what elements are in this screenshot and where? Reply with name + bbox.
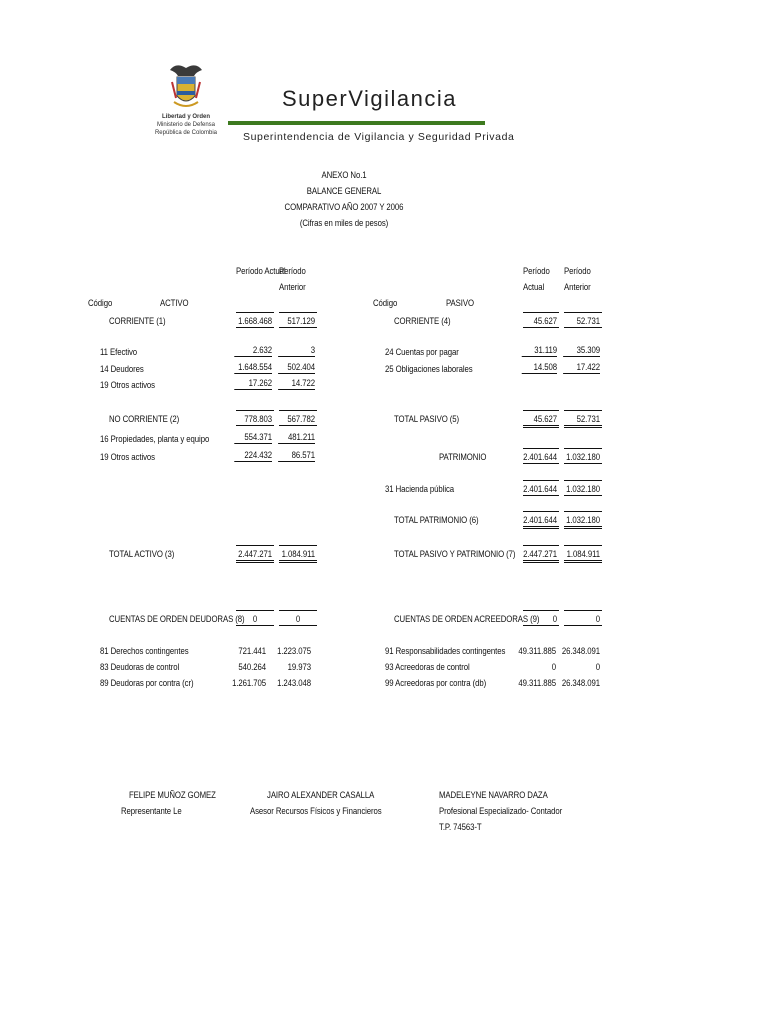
labor-obligations-actual: 14.508 <box>522 362 557 374</box>
asset-current-label: CORRIENTE (1) <box>109 316 166 327</box>
equity-previous: 1.032.180 <box>566 452 600 463</box>
credit-memo-previous: 0 <box>595 614 600 625</box>
equity-label: PATRIMONIO <box>439 452 487 463</box>
contingent-rights-actual: 721.441 <box>238 646 266 657</box>
debit-memo-accounts-label: CUENTAS DE ORDEN DEUDORAS (8) <box>109 614 245 625</box>
seal-motto: Libertad y Orden <box>161 114 210 120</box>
contingent-liab-previous: 26.348.091 <box>561 646 600 657</box>
total-equity-previous: 1.032.180 <box>566 515 600 526</box>
asset-other2-previous: 86.571 <box>278 450 315 462</box>
control-debtors-previous: 19.973 <box>287 662 311 673</box>
public-treasury-label: 31 Hacienda pública <box>385 484 455 495</box>
signer-3-role: Profesional Especializado- Contador <box>439 806 563 817</box>
asset-other-actual: 17.262 <box>234 378 272 390</box>
assets-header: ACTIVO <box>160 298 189 309</box>
col-header-previous-2: Anterior <box>279 282 306 293</box>
asset-other2-label: 19 Otros activos <box>100 452 155 463</box>
total-liabilities-actual: 45.627 <box>533 414 557 425</box>
report-title: BALANCE GENERAL <box>306 186 382 197</box>
credit-memo-actual: 0 <box>552 614 557 625</box>
asset-debtors-actual: 1.648.554 <box>234 362 272 374</box>
contingent-rights-label: 81 Derechos contingentes <box>100 646 189 657</box>
signer-3-name: MADELEYNE NAVARRO DAZA <box>439 790 548 801</box>
total-liabilities-label: TOTAL PASIVO (5) <box>394 414 460 425</box>
col-header-current: Período Actual <box>236 266 286 277</box>
col-header-right-previous-2: Anterior <box>564 282 591 293</box>
control-debtors-label: 83 Deudoras de control <box>100 662 180 673</box>
liabilities-header: PASIVO <box>446 298 474 309</box>
asset-other2-actual: 224.432 <box>234 450 272 462</box>
contra-debtors-actual: 1.261.705 <box>232 678 266 689</box>
asset-noncurrent-label: NO CORRIENTE (2) <box>109 414 180 425</box>
control-creditors-actual: 0 <box>551 662 556 673</box>
total-assets-actual: 2.447.271 <box>238 549 272 560</box>
control-creditors-previous: 0 <box>595 662 600 673</box>
asset-cash-previous: 3 <box>278 345 315 357</box>
debit-memo-previous: 0 <box>295 614 301 625</box>
code-header-left: Código <box>88 298 113 309</box>
accounts-payable-previous: 35.309 <box>563 345 600 357</box>
col-header-right-previous: Período <box>564 266 591 277</box>
asset-ppe-previous: 481.211 <box>278 432 315 444</box>
contra-creditors-previous: 26.348.091 <box>561 678 600 689</box>
contingent-rights-previous: 1.223.075 <box>277 646 311 657</box>
liab-current-previous: 52.731 <box>576 316 600 327</box>
brand-subtitle: Superintendencia de Vigilancia y Seguridad Privada <box>243 131 515 143</box>
accounts-payable-label: 24 Cuentas por pagar <box>385 347 459 358</box>
signer-2-name: JAIRO ALEXANDER CASALLA <box>267 790 375 801</box>
coat-of-arms-seal <box>166 62 206 114</box>
total-liab-equity-label: TOTAL PASIVO Y PATRIMONIO (7) <box>394 549 516 560</box>
brand-name: SuperVigilancia <box>282 86 457 111</box>
signer-3-license: T.P. 74563-T <box>439 822 482 833</box>
asset-debtors-previous: 502.404 <box>278 362 315 374</box>
col-header-right-current-2: Actual <box>523 282 545 293</box>
credit-memo-accounts-label: CUENTAS DE ORDEN ACREEDORAS (9) <box>394 614 540 625</box>
signer-1-name: FELIPE MUÑOZ GOMEZ <box>129 790 216 801</box>
ministry-label: Ministerio de Defensa <box>156 122 216 128</box>
asset-cash-label: 11 Efectivo <box>100 347 138 358</box>
total-equity-label: TOTAL PATRIMONIO (6) <box>394 515 479 526</box>
asset-noncurrent-actual: 778.803 <box>244 414 272 425</box>
asset-ppe-actual: 554.371 <box>234 432 272 444</box>
total-assets-previous: 1.084.911 <box>281 549 315 560</box>
labor-obligations-label: 25 Obligaciones laborales <box>385 364 473 375</box>
total-liabilities-previous: 52.731 <box>576 414 600 425</box>
asset-other-label: 19 Otros activos <box>100 380 155 391</box>
liab-current-actual: 45.627 <box>533 316 557 327</box>
signer-1-role: Representante Le <box>121 806 182 817</box>
total-assets-label: TOTAL ACTIVO (3) <box>109 549 175 560</box>
public-treasury-previous: 1.032.180 <box>566 484 600 495</box>
asset-cash-actual: 2.632 <box>234 345 272 357</box>
total-liab-equity-actual: 2.447.271 <box>523 549 557 560</box>
comparative-title: COMPARATIVO AÑO 2007 Y 2006 <box>284 202 404 213</box>
contra-creditors-actual: 49.311.885 <box>518 678 556 689</box>
control-creditors-label: 93 Acreedoras de control <box>385 662 470 673</box>
code-header-right: Código <box>373 298 398 309</box>
contingent-liab-actual: 49.311.885 <box>518 646 556 657</box>
republic-label: República de Colombia <box>154 130 218 136</box>
signer-2-role: Asesor Recursos Físicos y Financieros <box>250 806 382 817</box>
accounts-payable-actual: 31.119 <box>522 345 557 357</box>
asset-current-previous: 517.129 <box>287 316 315 327</box>
equity-actual: 2.401.644 <box>523 452 557 463</box>
units-note: (Cifras en miles de pesos) <box>299 218 389 229</box>
brand-rule <box>228 121 485 125</box>
asset-other-previous: 14.722 <box>278 378 315 390</box>
asset-noncurrent-previous: 567.782 <box>287 414 315 425</box>
contra-debtors-label: 89 Deudoras por contra (cr) <box>100 678 194 689</box>
labor-obligations-previous: 17.422 <box>563 362 600 374</box>
asset-ppe-label: 16 Propiedades, planta y equipo <box>100 434 210 445</box>
annex-title: ANEXO No.1 <box>321 170 367 181</box>
debit-memo-actual: 0 <box>252 614 258 625</box>
liab-current-label: CORRIENTE (4) <box>394 316 451 327</box>
contra-debtors-previous: 1.243.048 <box>277 678 311 689</box>
total-equity-actual: 2.401.644 <box>523 515 557 526</box>
contra-creditors-label: 99 Acreedoras por contra (db) <box>385 678 487 689</box>
control-debtors-actual: 540.264 <box>238 662 266 673</box>
asset-current-actual: 1.668.468 <box>238 316 272 327</box>
asset-debtors-label: 14 Deudores <box>100 364 144 375</box>
total-liab-equity-previous: 1.084.911 <box>566 549 600 560</box>
public-treasury-actual: 2.401.644 <box>523 484 557 495</box>
col-header-right-current: Período <box>523 266 550 277</box>
contingent-liab-label: 91 Responsabilidades contingentes <box>385 646 506 657</box>
col-header-previous: Período <box>279 266 306 277</box>
